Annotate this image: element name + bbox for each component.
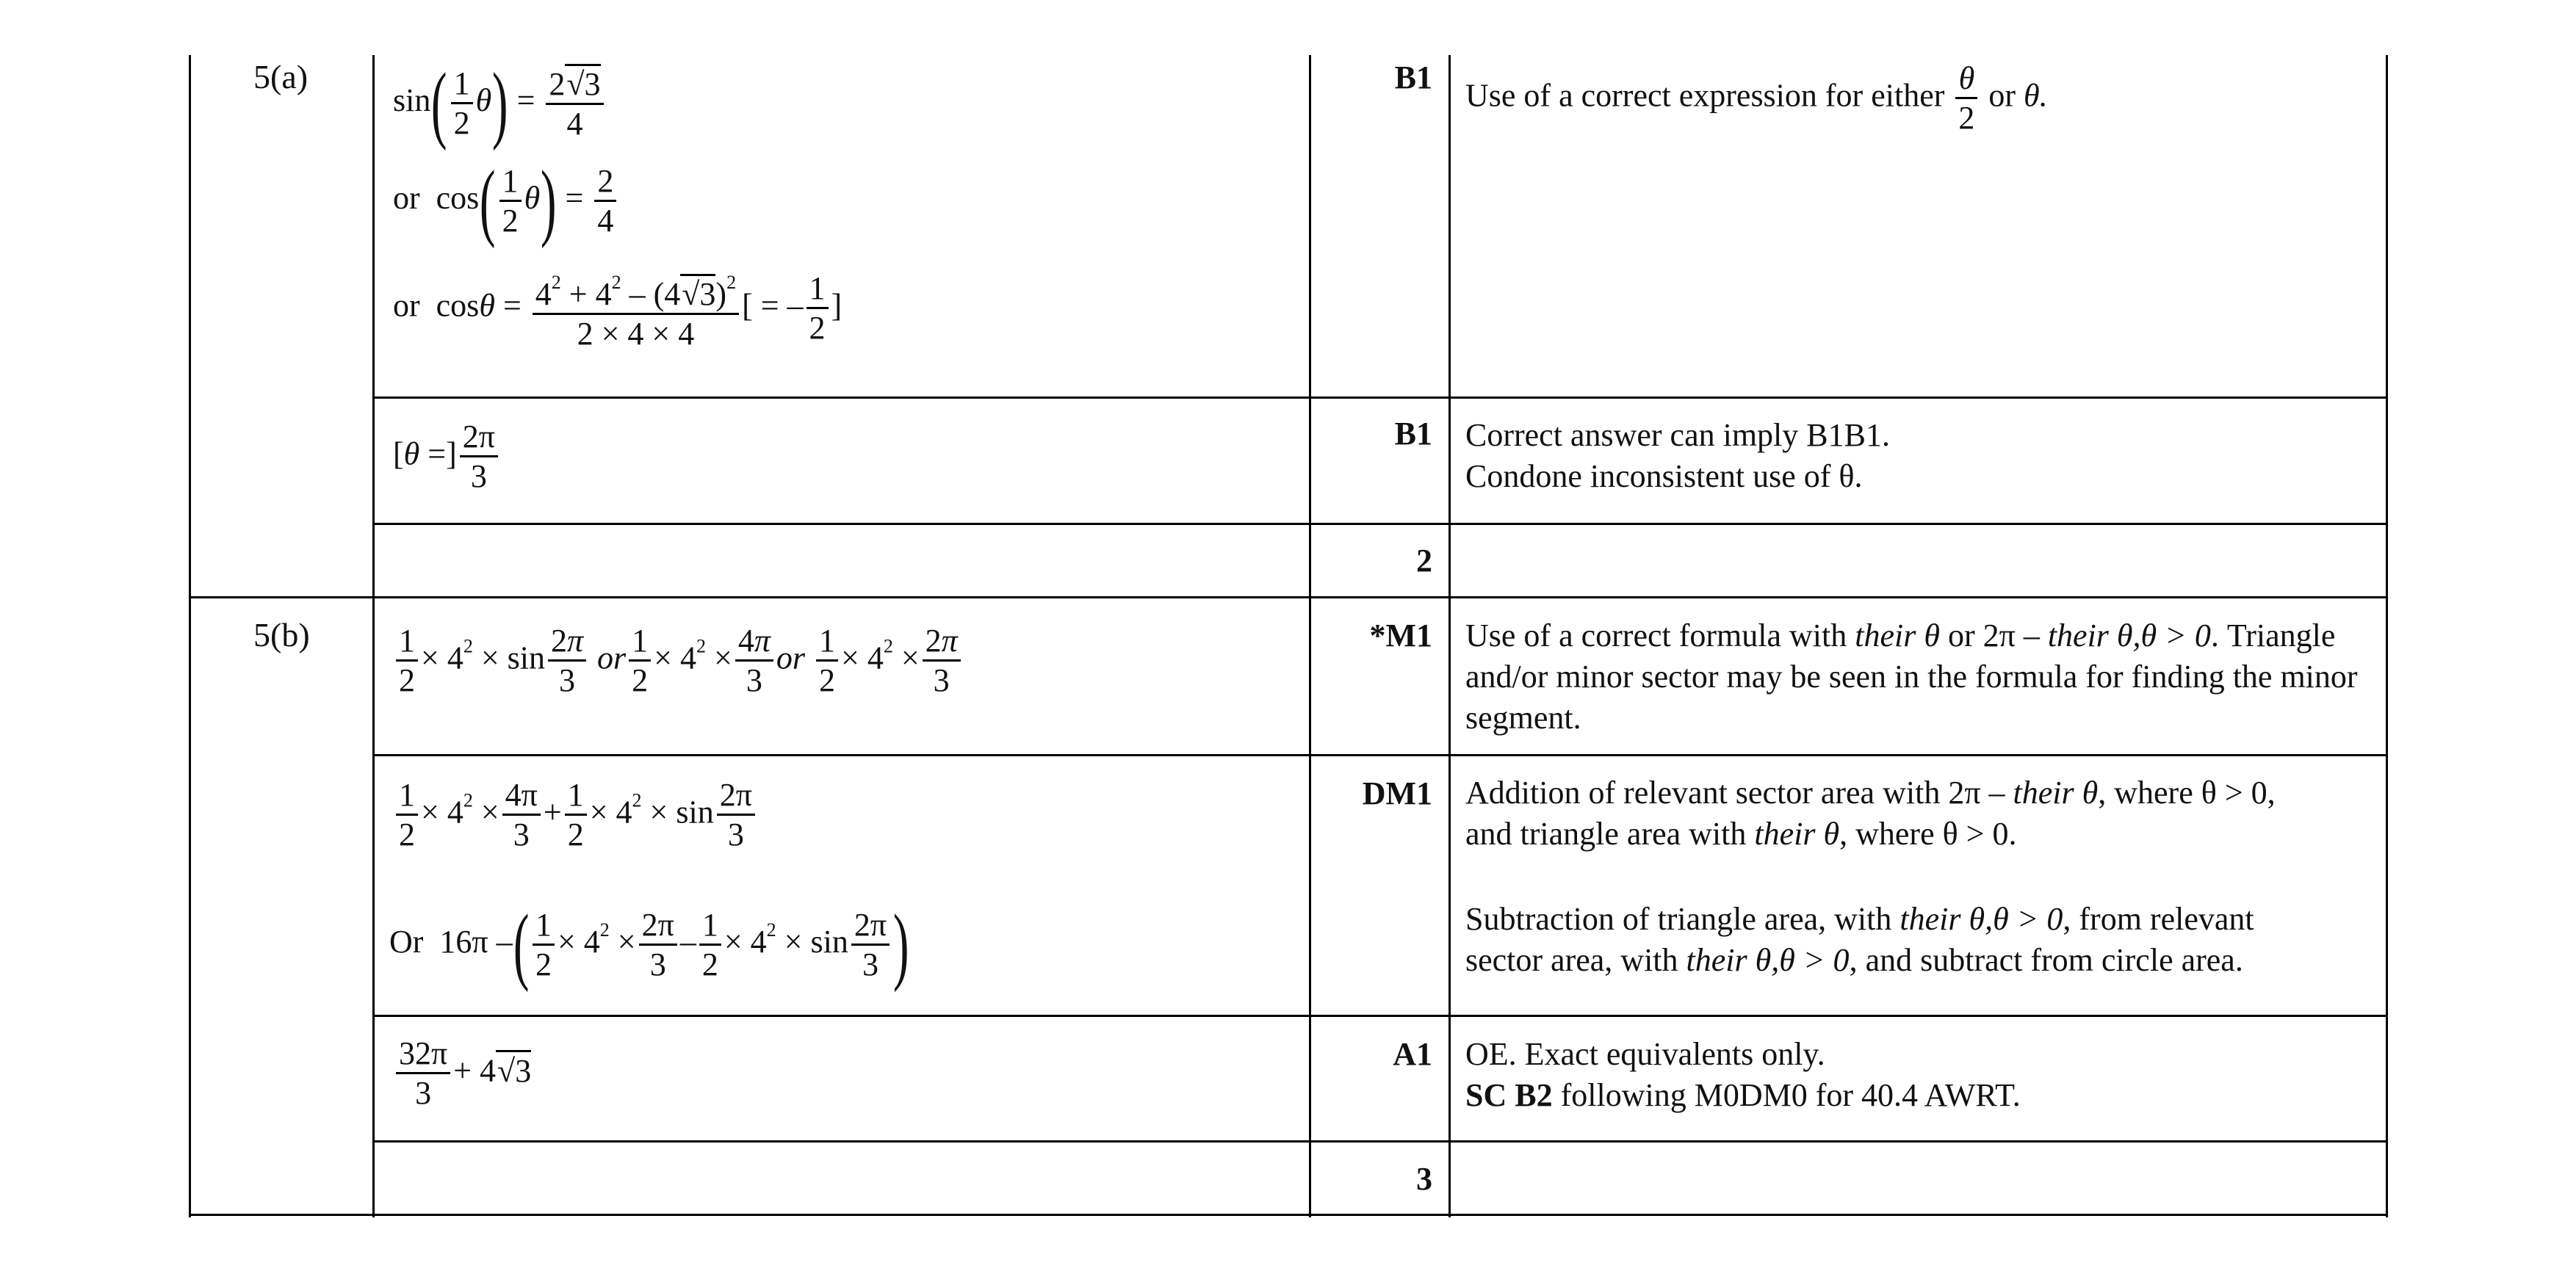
row-divider [372, 396, 2388, 399]
guidance-their-theta: their θ [1855, 618, 1940, 653]
guidance-post: . Triangle and/or minor sector may be seen in the formula for finding the minor segment. [1465, 618, 2358, 736]
guidance-text [1465, 415, 2369, 497]
answer-subtraction: Or 16π –( $\frac{1}{2}$ × $4^2$ × $\frac{2\pi}{3}$ – $\frac{1}{2}$ × $4^2 \times \sin$ $\frac{2\pi}{3}$ ) [389, 897, 909, 993]
table-border-right [2386, 55, 2388, 1217]
table-border-left [189, 55, 191, 1217]
column-divider-answer [1309, 55, 1311, 1217]
mark-code: DM1 [1362, 775, 1432, 811]
guidance-line: OE. Exact equivalents only. [1465, 1036, 1825, 1072]
answer-sin-half-theta: sin( $\frac{1}{2}$ θ) = $\frac{2√3}{4}$ [393, 60, 607, 147]
row-divider [372, 523, 2388, 525]
question-divider [189, 596, 2388, 598]
total-marks: 2 [1416, 543, 1432, 579]
answer-cos-theta-cosine-rule: or cosθ = $\frac{4^2 + 4^2 - (4√3)^2}{2 \times 4 \times 4}$ [ = – $\frac{1}{2}$ ] [393, 270, 843, 352]
row-divider [372, 754, 2388, 756]
guidance-line: Condone inconsistent use of θ. [1465, 458, 1863, 494]
guidance-text [1465, 772, 2373, 981]
mark-code: A1 [1393, 1036, 1432, 1072]
guidance-text: Use of a correct expression for either $\frac{\theta}{2}$ or θ. [1465, 60, 2048, 136]
guidance-line: Subtraction of triangle area, with their θ,θ > 0, from relevant [1465, 901, 2254, 937]
guidance-line: sector area, with their θ,θ > 0, and subtract from circle area. [1465, 942, 2243, 978]
question-number: 5(a) [253, 58, 309, 95]
row-divider [372, 1015, 2388, 1017]
answer-theta-value: [θ =] $\frac{2\pi}{3}$ [393, 419, 501, 496]
guidance-prefix: Use of a correct expression for either [1465, 77, 1945, 114]
guidance-line: Addition of relevant sector area with 2π – their θ, where θ > 0, [1465, 775, 2276, 811]
guidance-line: SC B2 following M0DM0 for 40.4 AWRT. [1465, 1077, 2021, 1113]
guidance-line: and triangle area with their θ, where θ > 0. [1465, 816, 2017, 852]
mark-code: B1 [1394, 416, 1432, 452]
question-number: 5(b) [253, 616, 310, 653]
special-case-label: SC B2 [1465, 1077, 1553, 1113]
answer-final: $\frac{32\pi}{3}$ + 4√3 [393, 1035, 531, 1112]
table-border-bottom [189, 1214, 2388, 1216]
guidance-or: or [1988, 77, 2016, 114]
guidance-theta: θ. [2024, 77, 2048, 114]
guidance-line: Correct answer can imply B1B1. [1465, 417, 1890, 453]
guidance-text [1465, 615, 2373, 739]
answer-cos-half-theta: or cos( $\frac{1}{2}$ θ) = $\frac{2}{4}$ [393, 158, 619, 245]
guidance-or: or 2π – [1947, 618, 2040, 653]
guidance-pre: Use of a correct formula with [1465, 618, 1847, 653]
column-divider-marks [1448, 55, 1451, 1217]
row-divider [372, 1140, 2388, 1143]
column-divider-question [372, 55, 375, 1217]
guidance-text [1465, 1034, 2373, 1116]
mark-code: B1 [1394, 59, 1432, 95]
mark-code: *M1 [1369, 618, 1432, 653]
total-marks: 3 [1416, 1161, 1432, 1197]
guidance-their-theta: their θ,θ > 0 [2047, 618, 2211, 653]
answer-area-formula: $\frac{1}{2}$ × $4^2 \times \sin$ $\frac{2\pi}{3}$ or $\frac{1}{2}$ × $4^2$ × $\frac{4\pi}{3}$ or $\frac{1}{2}$ × $4^2$ × $\frac{2\pi}{3}$ [393, 623, 964, 700]
answer-addition: $\frac{1}{2}$ × $4^2$ × $\frac{4\pi}{3}$ + $\frac{1}{2}$ × $4^2 \times \sin$ $\frac{2\pi}{3}$ [393, 777, 758, 854]
